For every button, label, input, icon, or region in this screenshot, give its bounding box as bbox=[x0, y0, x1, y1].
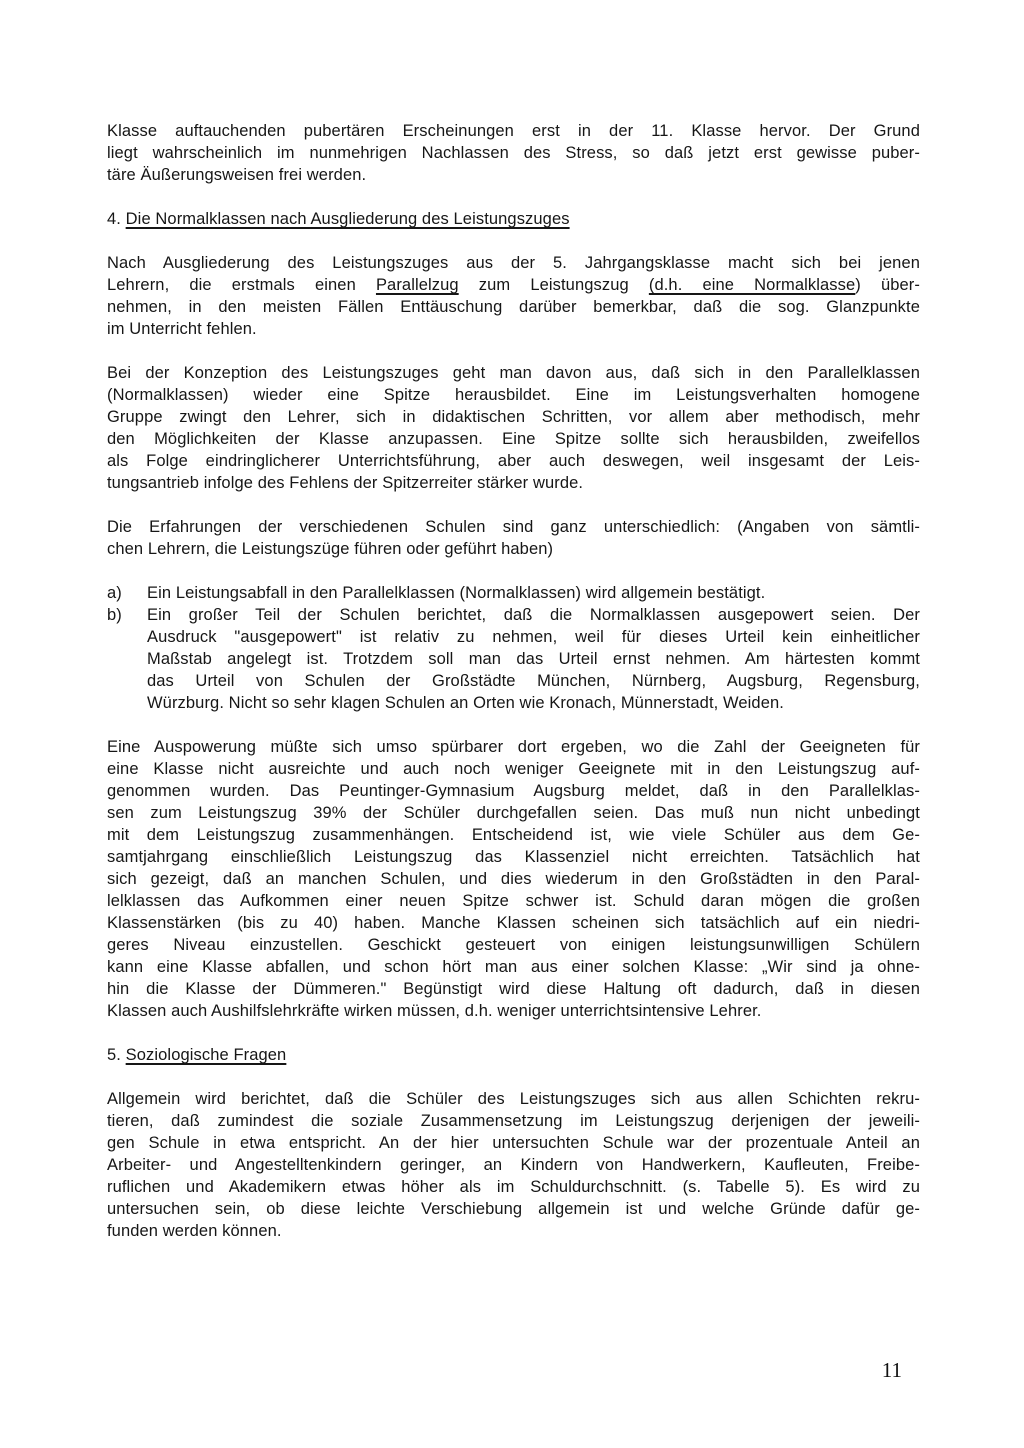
text-line bbox=[107, 296, 920, 318]
text-line bbox=[107, 1132, 920, 1154]
text-segment: funden werden können. bbox=[107, 1222, 282, 1240]
text-segment: ) über- bbox=[855, 276, 920, 294]
underlined-text: Parallelzug bbox=[375, 276, 459, 294]
text-line bbox=[107, 142, 920, 164]
text-segment: lelklassen das Aufkommen einer neuen Spitze schwer ist. Schuld daran mögen die großen bbox=[107, 892, 920, 910]
paragraph-nach-ausgliederung bbox=[107, 252, 920, 340]
text-line bbox=[107, 758, 920, 780]
paragraph-konzeption bbox=[107, 362, 920, 494]
text-line bbox=[107, 406, 920, 428]
text-line bbox=[107, 538, 920, 560]
text-segment: nehmen, in den meisten Fällen Enttäuschung darüber bemerkbar, daß die sog. Glanzpunkte bbox=[107, 298, 920, 316]
text-line bbox=[147, 648, 920, 670]
text-segment: genommen wurden. Das Peuntinger-Gymnasium Augsburg meldet, daß in den Parallelklas- bbox=[107, 782, 920, 800]
text-line bbox=[107, 780, 920, 802]
text-line bbox=[107, 252, 920, 274]
text-line bbox=[107, 208, 920, 230]
text-segment: Ein großer Teil der Schulen berichtet, daß die Normalklassen ausgepowert seien. Der bbox=[147, 606, 920, 624]
text-line bbox=[107, 450, 920, 472]
text-segment: tieren, daß zumindest die soziale Zusammensetzung im Leistungszug derjenigen der jeweili- bbox=[107, 1112, 920, 1130]
page-number: 11 bbox=[881, 1358, 902, 1382]
text-segment: als Folge eindringlicherer Unterrichtsführung, aber auch deswegen, weil insgesamt der Leis- bbox=[107, 452, 920, 470]
text-segment: Lehrern, die erstmals einen bbox=[107, 276, 376, 294]
text-line bbox=[107, 846, 920, 868]
text-segment: täre Äußerungsweisen frei werden. bbox=[107, 166, 367, 184]
text-segment: mit dem Leistungszug zusammenhängen. Entscheidend ist, wie viele Schüler aus dem Ge- bbox=[107, 826, 920, 844]
text-segment: tungsantrieb infolge des Fehlens der Spitzerreiter stärker wurde. bbox=[107, 474, 584, 492]
text-segment: eine Klasse nicht ausreichte und auch noch weniger Geeignete mit in den Leistungszug auf- bbox=[107, 760, 920, 778]
text-segment: geres Niveau einzustellen. Geschickt gesteuert von einigen leistungsunwilligen Schülern bbox=[107, 936, 920, 954]
text-line bbox=[107, 318, 920, 340]
text-line bbox=[147, 582, 920, 604]
text-line bbox=[107, 164, 920, 186]
text-segment: Nach Ausgliederung des Leistungszuges aus der 5. Jahrgangsklasse macht sich bei jenen bbox=[107, 254, 920, 272]
lettered-list bbox=[107, 582, 920, 714]
list-item-a-text bbox=[147, 582, 920, 604]
text-line bbox=[107, 1198, 920, 1220]
page-body bbox=[107, 120, 920, 1264]
list-item-b-text bbox=[147, 604, 920, 714]
text-segment: Ein Leistungsabfall in den Parallelklassen (Normalklassen) wird allgemein bestätigt. bbox=[147, 584, 766, 602]
text-segment: sich gezeigt, daß an manchen Schulen, und dies wiederum in den Großstädten in den Paral- bbox=[107, 870, 920, 888]
text-line bbox=[107, 912, 920, 934]
text-segment: das Urteil von Schulen der Großstädte München, Nürnberg, Augsburg, Regensburg, bbox=[147, 672, 920, 690]
text-segment: im Unterricht fehlen. bbox=[107, 320, 257, 338]
text-line bbox=[107, 736, 920, 758]
text-segment: gen Schule in etwa entspricht. An der hier untersuchten Schule war der prozentuale Anteil an bbox=[107, 1134, 920, 1152]
text-segment: Allgemein wird berichtet, daß die Schüler des Leistungszuges sich aus allen Schichten rekru- bbox=[107, 1090, 920, 1108]
text-segment: sen zum Leistungszug 39% der Schüler durchgefallen seien. Das muß nun nicht unbedingt bbox=[107, 804, 920, 822]
text-segment: 5. bbox=[107, 1046, 126, 1064]
text-segment: untersuchen sein, ob diese leichte Verschiebung allgemein ist und welche Gründe dafür ge- bbox=[107, 1200, 920, 1218]
text-segment: Klasse auftauchenden pubertären Erscheinungen erst in der 11. Klasse hervor. Der Grund bbox=[107, 122, 920, 140]
text-line bbox=[107, 802, 920, 824]
text-segment: zum Leistungszug bbox=[458, 276, 649, 294]
list-item-a bbox=[107, 582, 920, 604]
text-line bbox=[107, 1000, 920, 1022]
text-line bbox=[107, 890, 920, 912]
text-line bbox=[107, 516, 920, 538]
text-line bbox=[107, 1110, 920, 1132]
text-line bbox=[107, 1044, 920, 1066]
paragraph-erfahrungen bbox=[107, 516, 920, 560]
text-segment: samtjahrgang einschließlich Leistungszug das Klassenziel nicht erreichten. Tatsächlich hat bbox=[107, 848, 920, 866]
underlined-text: Die Normalklassen nach Ausgliederung des Leistungszuges bbox=[125, 210, 570, 228]
text-line bbox=[107, 978, 920, 1000]
list-item-b-marker: b) bbox=[107, 606, 122, 624]
text-line bbox=[107, 472, 920, 494]
list-item-a-marker: a) bbox=[107, 584, 122, 602]
text-segment: Würzburg. Nicht so sehr klagen Schulen an Orten wie Kronach, Münnerstadt, Weiden. bbox=[147, 694, 784, 712]
underlined-text: (d.h. eine Normalklasse bbox=[648, 276, 856, 294]
text-segment: Klassen auch Aushilfslehrkräfte wirken müssen, d.h. weniger unterrichtsintensive Lehrer. bbox=[107, 1002, 762, 1020]
paragraph-continuation bbox=[107, 120, 920, 186]
text-line bbox=[107, 384, 920, 406]
text-line bbox=[107, 868, 920, 890]
text-segment: den Möglichkeiten der Klasse anzupassen. Eine Spitze sollte sich herausbilden, zweifellos bbox=[107, 430, 920, 448]
text-line bbox=[147, 692, 920, 714]
text-line bbox=[107, 1176, 920, 1198]
section-heading-5 bbox=[107, 1044, 920, 1066]
paragraph-auspowerung bbox=[107, 736, 920, 1022]
text-segment: ruflichen und Akademikern etwas höher als im Schuldurchschnitt. (s. Tabelle 5). Es wird zu bbox=[107, 1178, 920, 1196]
text-line bbox=[107, 956, 920, 978]
text-line bbox=[107, 1154, 920, 1176]
text-line bbox=[107, 1220, 920, 1242]
list-item-b bbox=[107, 604, 920, 714]
text-segment: Ausdruck "ausgepowert" ist relativ zu nehmen, weil für dieses Urteil kein einheitlicher bbox=[147, 628, 920, 646]
text-segment: Arbeiter- und Angestelltenkindern geringer, an Kindern von Handwerkern, Kaufleuten, Freibe- bbox=[107, 1156, 920, 1174]
text-line bbox=[107, 120, 920, 142]
text-segment: Klassenstärken (bis zu 40) haben. Manche Klassen scheinen sich tatsächlich auf ein niedri- bbox=[107, 914, 920, 932]
underlined-text: Soziologische Fragen bbox=[125, 1046, 287, 1064]
text-segment: Bei der Konzeption des Leistungszuges geht man davon aus, daß sich in den Parallelklassen bbox=[107, 364, 920, 382]
text-segment: (Normalklassen) wieder eine Spitze herausbildet. Eine im Leistungsverhalten homogene bbox=[107, 386, 920, 404]
text-segment: kann eine Klasse abfallen, und schon hört man aus einer solchen Klasse: „Wir sind ja ohne- bbox=[107, 958, 920, 976]
text-segment: Die Erfahrungen der verschiedenen Schulen sind ganz unterschiedlich: (Angaben von sämtli- bbox=[107, 518, 920, 536]
section-heading-4 bbox=[107, 208, 920, 230]
text-line bbox=[107, 934, 920, 956]
text-segment: liegt wahrscheinlich im nunmehrigen Nachlassen des Stress, so daß jetzt erst gewisse puber- bbox=[107, 144, 920, 162]
text-line bbox=[107, 362, 920, 384]
text-line bbox=[107, 274, 920, 296]
text-line bbox=[147, 626, 920, 648]
text-line bbox=[107, 1088, 920, 1110]
text-line bbox=[107, 428, 920, 450]
text-line bbox=[147, 604, 920, 626]
text-segment: chen Lehrern, die Leistungszüge führen oder geführt haben) bbox=[107, 540, 554, 558]
text-segment: hin die Klasse der Dümmeren." Begünstigt wird diese Haltung oft dadurch, daß in diesen bbox=[107, 980, 920, 998]
text-line bbox=[147, 670, 920, 692]
text-segment: Maßstab angelegt ist. Trotzdem soll man das Urteil ernst nehmen. Am härtesten kommt bbox=[147, 650, 920, 668]
text-segment: 4. bbox=[107, 210, 126, 228]
text-segment: Gruppe zwingt den Lehrer, sich in didaktischen Schritten, vor allem aber methodisch, mehr bbox=[107, 408, 920, 426]
text-segment: Eine Auspowerung müßte sich umso spürbarer dort ergeben, wo die Zahl der Geeigneten für bbox=[107, 738, 920, 756]
paragraph-soziologisch bbox=[107, 1088, 920, 1242]
text-line bbox=[107, 824, 920, 846]
